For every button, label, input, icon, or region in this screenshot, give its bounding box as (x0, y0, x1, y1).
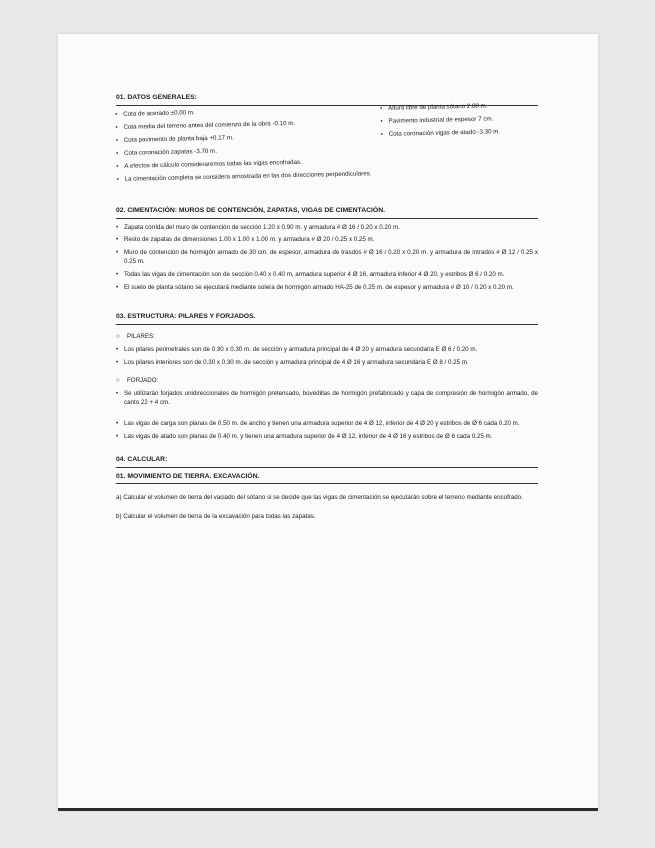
section-datos-generales (116, 94, 538, 189)
section-calcular (116, 456, 538, 522)
section-title: 01. DATOS GENERALES: (116, 94, 538, 106)
scan-edge (58, 808, 598, 811)
list-item: • Pavimento industrial de espesor 7 cm. (380, 115, 494, 125)
list-item: • Zapata corrida del muro de contención de sección 1.20 x 0.90 m. y armadura # Ø 16 / 0.20 x 0.20 m. (116, 223, 400, 231)
forjado-heading: ○ FORJADO: (116, 377, 159, 385)
list-item: • Los pilares perimetrales son de 0.30 x 0.30 m. de sección y armadura principal de 4 Ø 20 y armadura secundaria E Ø 6 / 0.20 m. (116, 345, 478, 353)
section-subtitle: 01. MOVIMIENTO DE TIERRA. EXCAVACIÓN. (116, 473, 538, 485)
list-item: • Todas las vigas de cimentación son de sección 0.40 x 0.40 m, armadura superior 4 Ø 16, armadura inferior 4 Ø 20, y estribos Ø 6 / 0.20 m. (116, 271, 505, 279)
section-estructura (116, 313, 538, 442)
list-item: • Resto de zapatas de dimensiones 1.00 x 1.00 x 1.00 m. y armadura # Ø 20 / 0.25 x 0.25 m. (116, 236, 375, 244)
section-cimentacion (116, 207, 538, 293)
document-body (116, 94, 538, 536)
list-item: • Cota coronación vigas de atado -3.30 m. (380, 128, 501, 138)
list-item: • Las vigas de carga son planas de 0.50 m. de ancho y tienen una armadura superior de 4 Ø 12, inferior de 4 Ø 20 y estribos de Ø 6 cada 0.20 m. (116, 419, 520, 427)
list-item: • Las vigas de atado son planas de 0.40 m. y tienen una armadura superior de 4 Ø 12, inferior de 4 Ø 16 y estribos de Ø 6 cada 0.25 m. (116, 432, 493, 440)
list-item: • Los pilares interiores son de 0.30 x 0.30 m. de sección y armadura principal de 4 Ø 16 y armadura secundaria E Ø 8 / 0.25 m. (116, 358, 469, 366)
list-item: • La cimentación completa se considera arriostrada en las dos direcciones perpendiculares. (116, 169, 372, 183)
section-title: 03. ESTRUCTURA: PILARES Y FORJADOS. (116, 313, 538, 325)
list-item: • Muro de contención de hormigón armado de 30 cm. de espesor, armadura de trasdós # Ø 16 / 0.20 x 0.20 m. y armadura de intradós # Ø 12 / 0.25 x 0.25 m. (116, 249, 538, 266)
list-item: • Cota pavimento de planta baja +0.17 m. (115, 134, 234, 144)
list-item: • El suelo de planta sótano se ejecutará mediante solera de hormigón armado HA-25 de 0.25 m. de espesor y armadura # Ø 10 / 0.20 x 0.20 m. (116, 284, 514, 292)
datos-right-list (380, 101, 539, 182)
question-a: a) Calcular el volumen de tierra del vaciado del sótano si se decide que las vigas de cimentación se ejecutarán sobre el terreno mediante encofrado. (116, 494, 523, 502)
list-item: • Se utilizarán forjados unidireccionales de hormigón pretensado, bovedillas de hormigón prefabricado y capa de compresión de hormigón armado, de canto 22 + 4 cm. (116, 390, 538, 406)
list-item: • Altura libre de planta sótano 2.80 m. (380, 102, 488, 112)
list-item: • A efectos de cálculo consideraremos todas las vigas encofradas. (116, 158, 302, 170)
list-item: • Cota de acerado ±0.00 m. (115, 109, 195, 118)
question-b: b) Calcular el volumen de tierra de la excavación para todas las zapatas. (116, 513, 316, 521)
section-title: 04. CALCULAR: (116, 456, 538, 468)
section-title: 02. CIMENTACIÓN: MUROS DE CONTENCIÓN, ZAPATAS, VIGAS DE CIMENTACIÓN. (116, 207, 538, 219)
list-item: • Cota media del terreno antes del comienzo de la obra -0.10 m. (115, 119, 296, 131)
pilares-heading: ○ PILARES: (116, 332, 155, 340)
list-item: • Cota coronación zapatas -3.70 m. (116, 147, 218, 157)
datos-left-list (115, 105, 382, 189)
